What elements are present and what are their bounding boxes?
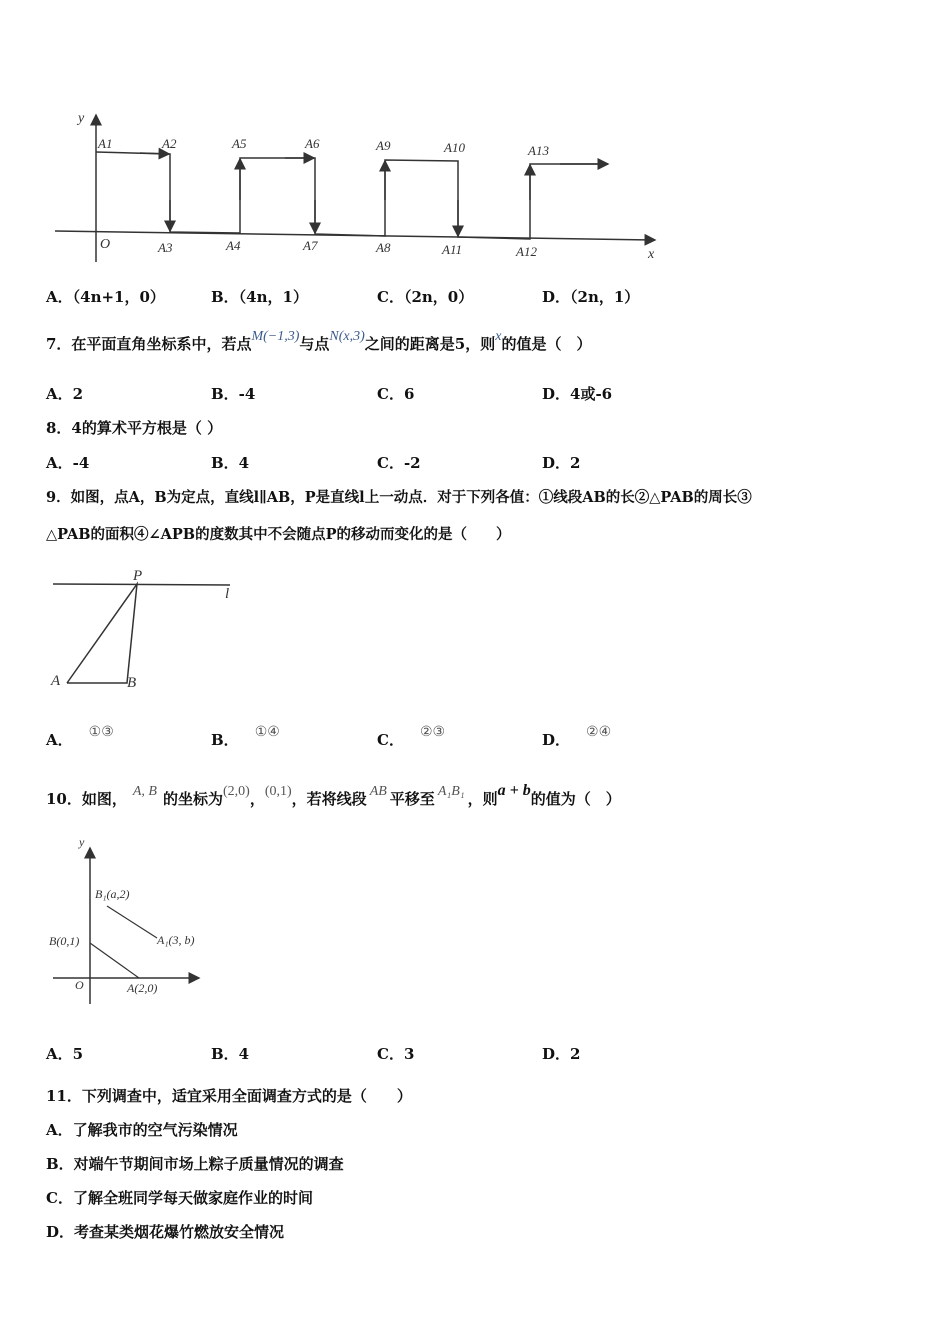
q10-points-ab: A, B — [132, 784, 157, 799]
fig6-x-label: x — [648, 247, 655, 262]
fig6-label-a6: A6 — [305, 136, 320, 151]
q10-label-b: B(0,1) — [49, 934, 80, 948]
q9-label-b: B — [127, 675, 137, 691]
q9-option-b[interactable]: B． ①④ — [211, 724, 280, 749]
fig6-label-a2: A2 — [162, 136, 177, 151]
zigzag-path — [96, 152, 608, 239]
q10-option-d[interactable]: D．2 — [542, 1045, 581, 1063]
q9-label-a: A — [51, 673, 61, 689]
q10-option-b[interactable]: B．4 — [211, 1045, 250, 1063]
q10-coord-a: (2,0) — [223, 784, 250, 799]
q10-segment-ab: AB — [369, 784, 387, 799]
triangle-pab — [67, 584, 137, 683]
q10-coord-b: (0,1) — [264, 784, 292, 799]
q6-option-a[interactable]: A．（4n+1，0） — [46, 288, 165, 306]
q10-label-a1: A₁(3, b) — [157, 933, 195, 947]
fig6-label-a7: A7 — [303, 238, 318, 253]
line-l — [53, 584, 230, 585]
q10-segment-a1b1: A₁B₁ — [437, 784, 465, 799]
q9-figure — [45, 562, 245, 692]
fig6-label-a8: A8 — [376, 240, 391, 255]
q8-option-c[interactable]: C．-2 — [377, 454, 421, 472]
q7-option-c[interactable]: C．6 — [377, 385, 415, 403]
q10-label-a: A(2,0) — [127, 981, 158, 995]
fig6-label-a12: A12 — [516, 244, 537, 259]
q10-label-b1: B₁(a,2) — [95, 887, 130, 901]
q10-option-a[interactable]: A．5 — [46, 1045, 84, 1063]
q7-point-m: M(−1,3) — [251, 329, 300, 344]
q6-option-c[interactable]: C．（2n，0） — [377, 288, 474, 306]
fig6-label-a13: A13 — [528, 143, 549, 158]
q9-stem-line1: 9．如图，点A，B为定点，直线l∥AB，P是直线l上一动点．对于下列各值：①线段AB的长②△PAB的周长③ — [46, 489, 752, 506]
q10-option-c[interactable]: C．3 — [377, 1045, 415, 1063]
q8-option-b[interactable]: B．4 — [211, 454, 250, 472]
q7-point-n: N(x,3) — [329, 329, 365, 344]
fig6-label-a9: A9 — [376, 138, 391, 153]
fig6-y-label: y — [78, 111, 85, 126]
q9-option-d[interactable]: D． ②④ — [542, 724, 612, 749]
q6-option-d[interactable]: D．（2n，1） — [542, 288, 640, 306]
fig6-label-a1: A1 — [98, 136, 113, 151]
q8-stem: 8．4的算术平方根是（ ） — [46, 419, 223, 437]
q9-option-a[interactable]: A． ①③ — [46, 724, 114, 749]
q10-label-o: O — [75, 978, 84, 992]
segment-ab — [90, 943, 139, 978]
fig6-label-a3: A3 — [158, 240, 173, 255]
fig6-label-a10: A10 — [444, 140, 465, 155]
q11-option-a[interactable]: A．了解我市的空气污染情况 — [46, 1121, 238, 1139]
q8-option-a[interactable]: A．-4 — [46, 454, 90, 472]
q11-stem: 11．下列调查中，适宜采用全面调查方式的是（ ） — [46, 1087, 412, 1105]
q7-var-x: x — [495, 329, 502, 344]
q9-label-p: P — [133, 568, 143, 584]
q6-option-b[interactable]: B．（4n，1） — [211, 288, 308, 306]
fig6-origin: O — [100, 237, 111, 252]
q11-option-d[interactable]: D．考查某类烟花爆竹燃放安全情况 — [46, 1223, 285, 1241]
q9-stem-line2: △PAB的面积④∠APB的度数其中不会随点P的移动而变化的是（ ） — [46, 526, 511, 543]
q7-option-d[interactable]: D．4或-6 — [542, 385, 613, 403]
q6-figure — [40, 100, 670, 270]
q8-option-d[interactable]: D．2 — [542, 454, 581, 472]
q7-option-a[interactable]: A．2 — [46, 385, 84, 403]
q10-stem: 10．如图， A, B 的坐标为(2,0)，(0,1)，若将线段 AB 平移至 A₁B₁ ，则a + b的值为（ ） — [46, 782, 621, 808]
q10-figure — [45, 832, 225, 1012]
q7-option-b[interactable]: B．-4 — [211, 385, 256, 403]
q9-label-l: l — [225, 586, 230, 602]
fig6-label-a4: A4 — [226, 238, 241, 253]
fig6-label-a11: A11 — [442, 242, 462, 257]
segment-a1b1 — [107, 906, 157, 938]
q9-option-c[interactable]: C． ②③ — [377, 724, 446, 749]
q7-stem: 7．在平面直角坐标系中，若点M(−1,3)与点N(x,3)之间的距离是5，则x的值是（ ） — [46, 329, 592, 353]
q10-sum-ab: a + b — [497, 782, 531, 799]
q11-option-c[interactable]: C．了解全班同学每天做家庭作业的时间 — [46, 1189, 313, 1207]
q11-option-b[interactable]: B．对端午节期间市场上粽子质量情况的调查 — [46, 1155, 344, 1173]
fig6-label-a5: A5 — [232, 136, 247, 151]
q10-label-y: y — [79, 835, 85, 849]
